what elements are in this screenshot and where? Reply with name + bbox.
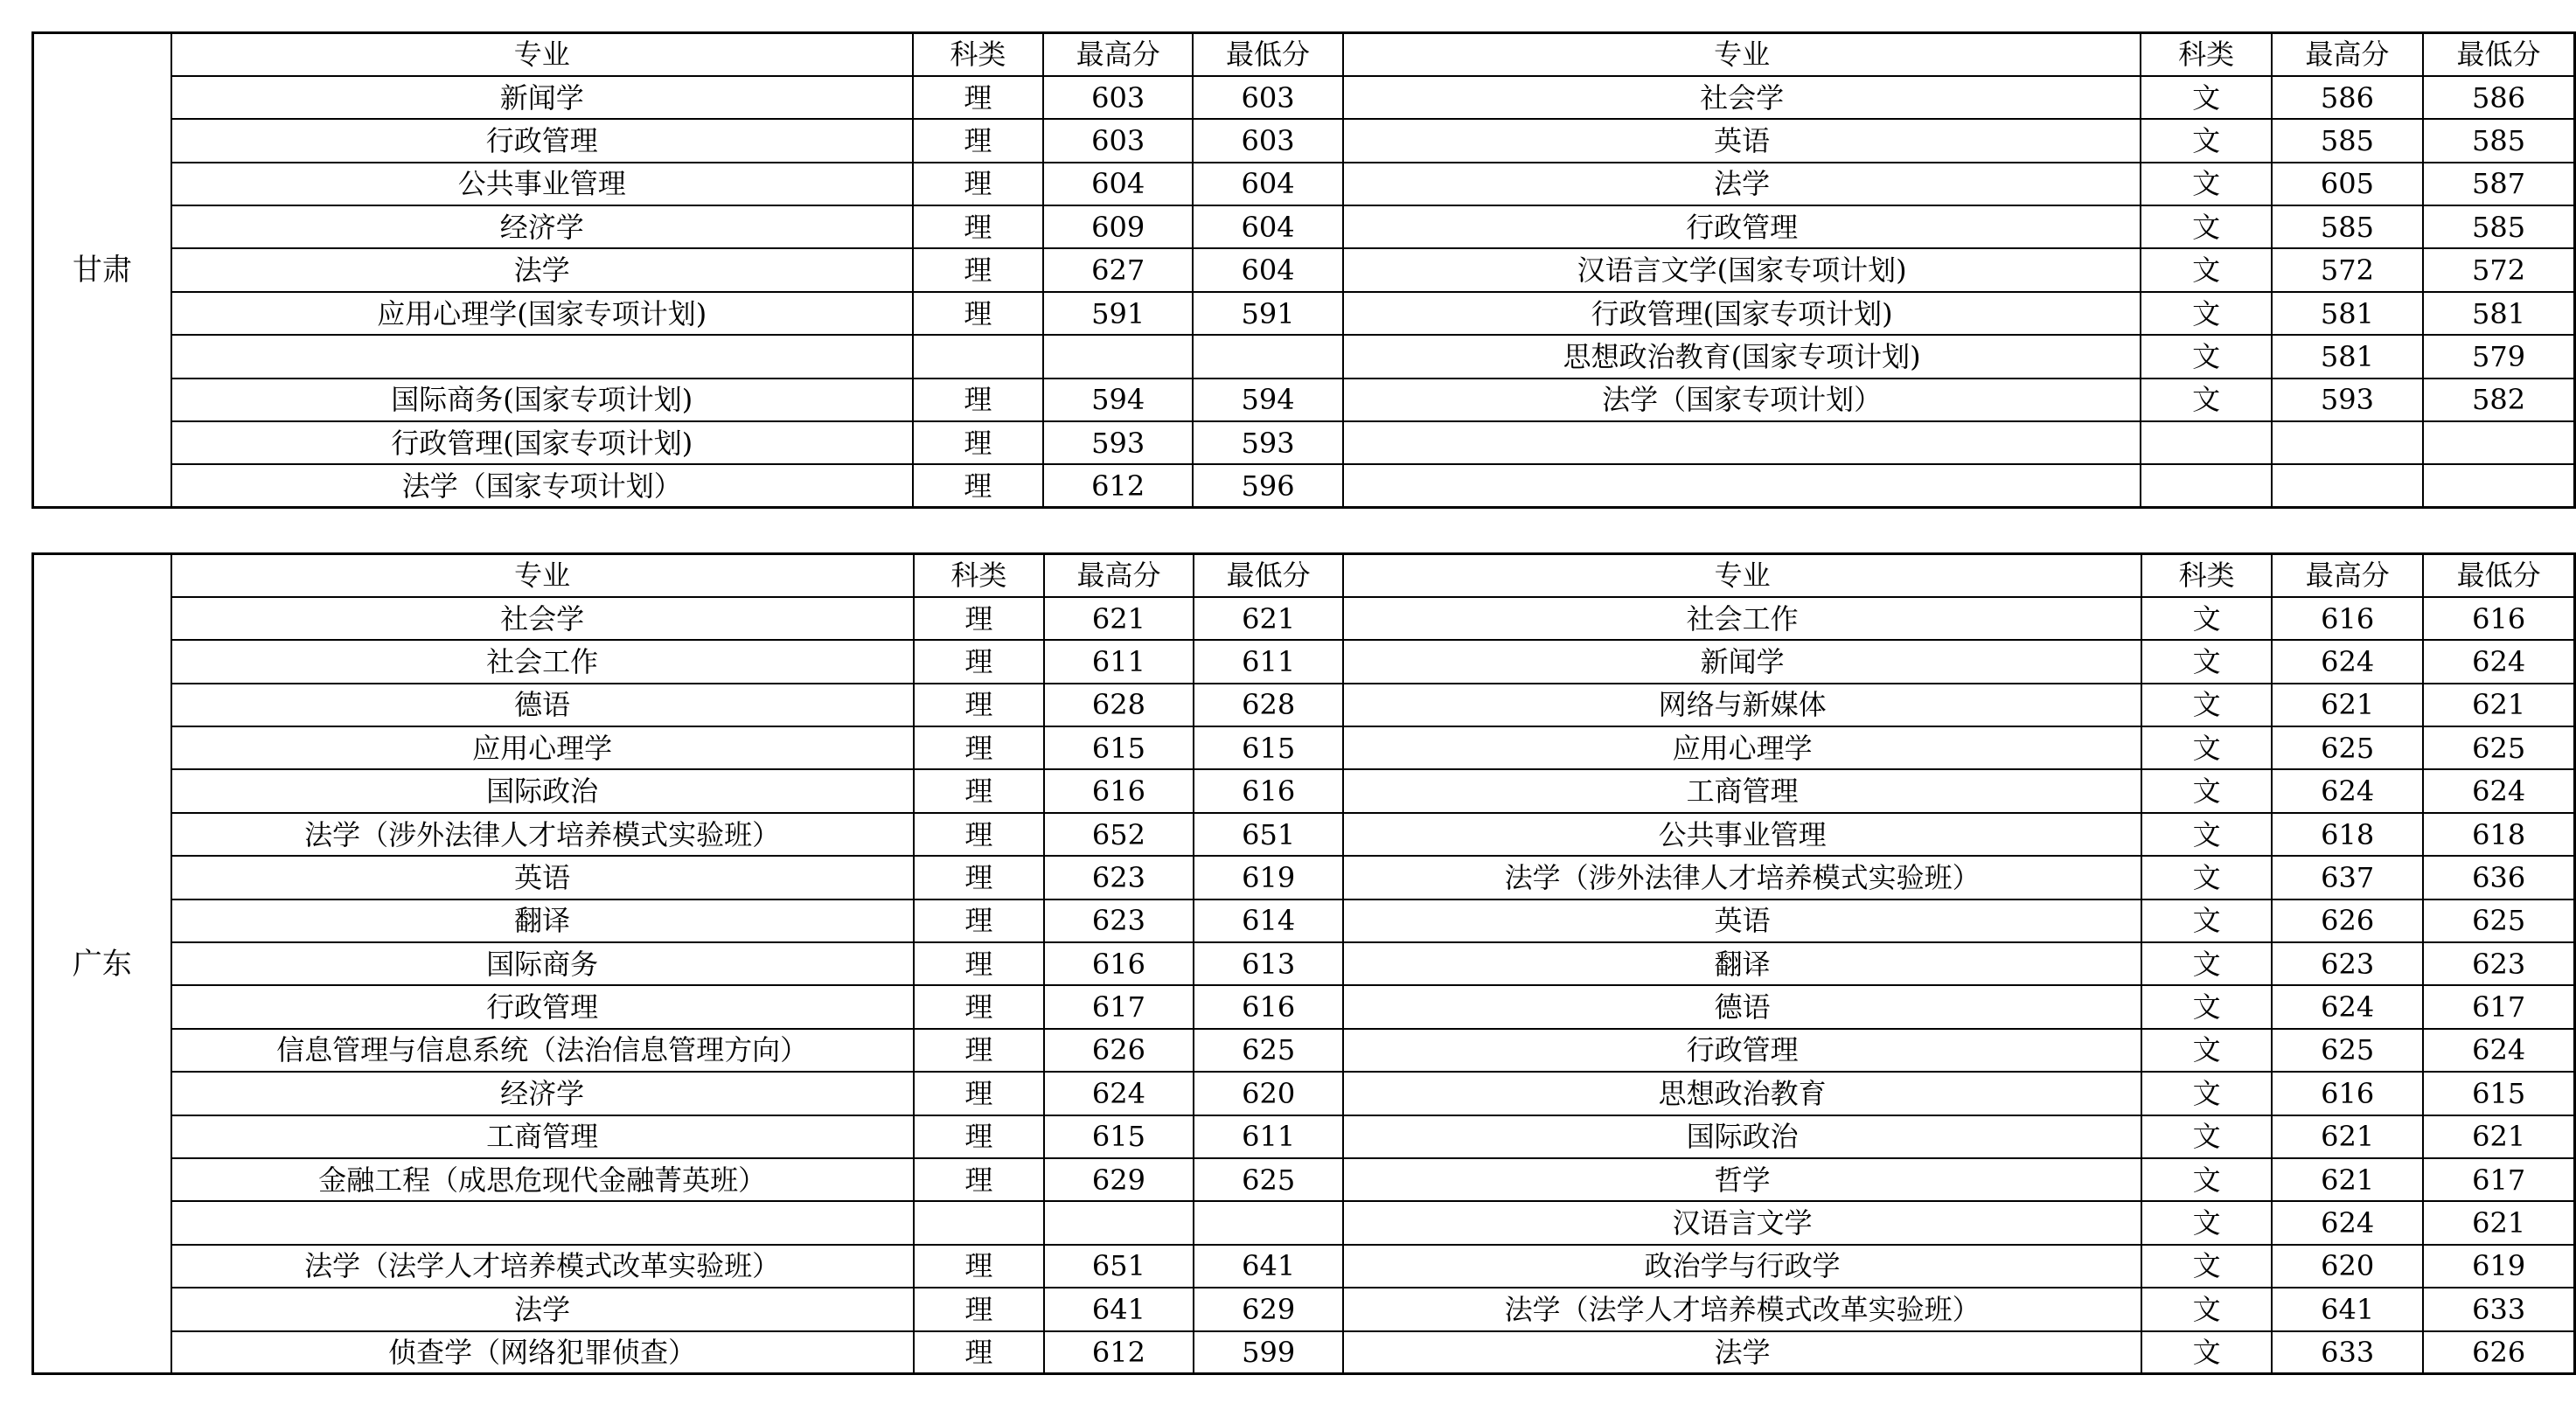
max-score-cell <box>2272 464 2423 507</box>
max-score-cell: 593 <box>2272 379 2423 421</box>
max-score-cell: 591 <box>1043 292 1193 335</box>
table-row <box>33 985 2575 1028</box>
major-cell: 信息管理与信息系统（法治信息管理方向） <box>171 1029 914 1072</box>
header-min: 最低分 <box>1194 554 1343 597</box>
gansu-score-table <box>31 31 2576 509</box>
min-score-cell: 615 <box>1194 726 1343 769</box>
header-type: 科类 <box>913 33 1043 76</box>
type-cell: 文 <box>2141 899 2272 942</box>
min-score-cell: 604 <box>1193 205 1342 248</box>
min-score-cell: 585 <box>2423 205 2574 248</box>
header-row <box>33 554 2575 597</box>
min-score-cell: 621 <box>1194 597 1343 640</box>
max-score-cell: 603 <box>1043 76 1193 119</box>
max-score-cell: 611 <box>1044 640 1194 683</box>
table-row <box>33 856 2575 899</box>
table-row <box>33 76 2575 119</box>
min-score-cell: 616 <box>1194 985 1343 1028</box>
max-score-cell: 618 <box>2272 813 2423 856</box>
guangdong-score-table <box>31 552 2576 1375</box>
min-score-cell <box>2423 464 2574 507</box>
table-row <box>33 335 2575 378</box>
type-cell: 理 <box>914 899 1044 942</box>
max-score-cell: 637 <box>2272 856 2423 899</box>
table-row <box>33 899 2575 942</box>
major-cell <box>1343 421 2141 464</box>
max-score-cell: 615 <box>1044 1115 1194 1158</box>
major-cell: 法学（法学人才培养模式改革实验班） <box>1343 1288 2141 1330</box>
type-cell: 文 <box>2141 1072 2272 1115</box>
type-cell: 文 <box>2141 1029 2272 1072</box>
type-cell: 理 <box>914 985 1044 1028</box>
table-row <box>33 813 2575 856</box>
major-cell: 法学（国家专项计划） <box>1343 379 2141 421</box>
type-cell: 理 <box>913 163 1043 205</box>
type-cell <box>2141 421 2271 464</box>
major-cell: 经济学 <box>171 205 913 248</box>
type-cell: 文 <box>2141 1115 2272 1158</box>
max-score-cell: 625 <box>2272 1029 2423 1072</box>
type-cell: 理 <box>913 205 1043 248</box>
type-cell: 文 <box>2141 163 2271 205</box>
type-cell: 文 <box>2141 597 2272 640</box>
type-cell: 理 <box>914 1331 1044 1374</box>
max-score-cell: 617 <box>1044 985 1194 1028</box>
max-score-cell: 624 <box>1044 1072 1194 1115</box>
max-score-cell: 605 <box>2272 163 2423 205</box>
header-major: 专业 <box>1343 554 2141 597</box>
max-score-cell: 624 <box>2272 985 2423 1028</box>
major-cell: 国际商务(国家专项计划) <box>171 379 913 421</box>
max-score-cell: 585 <box>2272 205 2423 248</box>
min-score-cell: 617 <box>2423 985 2574 1028</box>
min-score-cell: 623 <box>2423 942 2574 985</box>
major-cell: 政治学与行政学 <box>1343 1245 2141 1288</box>
min-score-cell: 625 <box>1194 1158 1343 1201</box>
type-cell: 文 <box>2141 1288 2272 1330</box>
max-score-cell: 652 <box>1044 813 1194 856</box>
major-cell: 公共事业管理 <box>1343 813 2141 856</box>
max-score-cell: 620 <box>2272 1245 2423 1288</box>
min-score-cell <box>2423 421 2574 464</box>
max-score-cell: 626 <box>2272 899 2423 942</box>
max-score-cell: 609 <box>1043 205 1193 248</box>
type-cell: 理 <box>914 597 1044 640</box>
table-row <box>33 1245 2575 1288</box>
min-score-cell: 594 <box>1193 379 1342 421</box>
min-score-cell: 619 <box>1194 856 1343 899</box>
max-score-cell: 581 <box>2272 292 2423 335</box>
major-cell: 法学 <box>1343 163 2141 205</box>
type-cell: 理 <box>913 76 1043 119</box>
major-cell: 行政管理 <box>171 119 913 162</box>
min-score-cell: 636 <box>2423 856 2574 899</box>
table-row <box>33 1201 2575 1244</box>
min-score-cell: 616 <box>1194 769 1343 812</box>
header-major: 专业 <box>171 554 914 597</box>
min-score-cell: 628 <box>1194 684 1343 726</box>
table-row <box>33 163 2575 205</box>
max-score-cell: 621 <box>2272 1158 2423 1201</box>
max-score-cell: 641 <box>2272 1288 2423 1330</box>
type-cell: 理 <box>914 813 1044 856</box>
max-score-cell: 572 <box>2272 248 2423 291</box>
min-score-cell: 603 <box>1193 119 1342 162</box>
province-cell: 甘肃 <box>33 33 171 508</box>
header-type: 科类 <box>2141 33 2271 76</box>
table-row <box>33 726 2575 769</box>
header-min: 最低分 <box>2423 33 2574 76</box>
header-max: 最高分 <box>1044 554 1194 597</box>
min-score-cell: 624 <box>2423 769 2574 812</box>
min-score-cell: 572 <box>2423 248 2574 291</box>
header-min: 最低分 <box>2423 554 2574 597</box>
min-score-cell: 624 <box>2423 1029 2574 1072</box>
major-cell: 侦查学（网络犯罪侦查） <box>171 1331 914 1374</box>
type-cell: 理 <box>914 726 1044 769</box>
min-score-cell: 582 <box>2423 379 2574 421</box>
min-score-cell: 618 <box>2423 813 2574 856</box>
max-score-cell: 627 <box>1043 248 1193 291</box>
major-cell: 国际政治 <box>1343 1115 2141 1158</box>
table-row <box>33 597 2575 640</box>
major-cell: 行政管理(国家专项计划) <box>171 421 913 464</box>
max-score-cell: 604 <box>1043 163 1193 205</box>
min-score-cell: 621 <box>2423 1115 2574 1158</box>
type-cell: 理 <box>914 1158 1044 1201</box>
min-score-cell: 593 <box>1193 421 1342 464</box>
max-score-cell: 586 <box>2272 76 2423 119</box>
major-cell: 法学（国家专项计划） <box>171 464 913 507</box>
max-score-cell: 621 <box>2272 684 2423 726</box>
type-cell: 文 <box>2141 335 2271 378</box>
type-cell: 文 <box>2141 76 2271 119</box>
max-score-cell <box>1043 335 1193 378</box>
max-score-cell: 612 <box>1044 1331 1194 1374</box>
province-cell: 广东 <box>33 554 171 1374</box>
max-score-cell: 612 <box>1043 464 1193 507</box>
header-type: 科类 <box>2141 554 2272 597</box>
type-cell: 文 <box>2141 119 2271 162</box>
min-score-cell: 581 <box>2423 292 2574 335</box>
min-score-cell: 603 <box>1193 76 1342 119</box>
major-cell: 工商管理 <box>1343 769 2141 812</box>
type-cell: 理 <box>914 684 1044 726</box>
major-cell: 德语 <box>1343 985 2141 1028</box>
type-cell: 文 <box>2141 769 2272 812</box>
type-cell: 理 <box>914 856 1044 899</box>
type-cell: 理 <box>914 1245 1044 1288</box>
major-cell: 翻译 <box>1343 942 2141 985</box>
type-cell: 文 <box>2141 813 2272 856</box>
min-score-cell: 621 <box>2423 684 2574 726</box>
major-cell: 应用心理学(国家专项计划) <box>171 292 913 335</box>
major-cell: 思想政治教育(国家专项计划) <box>1343 335 2141 378</box>
min-score-cell: 599 <box>1194 1331 1343 1374</box>
type-cell: 理 <box>913 464 1043 507</box>
max-score-cell: 616 <box>2272 1072 2423 1115</box>
major-cell: 经济学 <box>171 1072 914 1115</box>
header-max: 最高分 <box>2272 33 2423 76</box>
min-score-cell: 626 <box>2423 1331 2574 1374</box>
table-row <box>33 640 2575 683</box>
table-row <box>33 1331 2575 1374</box>
max-score-cell: 628 <box>1044 684 1194 726</box>
max-score-cell: 651 <box>1044 1245 1194 1288</box>
table-row <box>33 769 2575 812</box>
major-cell <box>1343 464 2141 507</box>
max-score-cell: 616 <box>1044 942 1194 985</box>
type-cell: 文 <box>2141 248 2271 291</box>
min-score-cell: 616 <box>2423 597 2574 640</box>
type-cell: 理 <box>914 769 1044 812</box>
major-cell: 行政管理 <box>1343 205 2141 248</box>
min-score-cell: 579 <box>2423 335 2574 378</box>
header-max: 最高分 <box>1043 33 1193 76</box>
min-score-cell: 620 <box>1194 1072 1343 1115</box>
min-score-cell: 613 <box>1194 942 1343 985</box>
type-cell: 文 <box>2141 205 2271 248</box>
min-score-cell: 585 <box>2423 119 2574 162</box>
max-score-cell: 624 <box>2272 640 2423 683</box>
max-score-cell: 585 <box>2272 119 2423 162</box>
major-cell: 法学（涉外法律人才培养模式实验班） <box>171 813 914 856</box>
type-cell: 文 <box>2141 1158 2272 1201</box>
max-score-cell: 626 <box>1044 1029 1194 1072</box>
min-score-cell: 617 <box>2423 1158 2574 1201</box>
min-score-cell: 641 <box>1194 1245 1343 1288</box>
max-score-cell: 624 <box>2272 769 2423 812</box>
max-score-cell: 615 <box>1044 726 1194 769</box>
min-score-cell: 614 <box>1194 899 1343 942</box>
header-type: 科类 <box>914 554 1044 597</box>
min-score-cell: 615 <box>2423 1072 2574 1115</box>
max-score-cell: 629 <box>1044 1158 1194 1201</box>
type-cell: 理 <box>914 1288 1044 1330</box>
header-max: 最高分 <box>2272 554 2423 597</box>
table-row <box>33 205 2575 248</box>
max-score-cell: 603 <box>1043 119 1193 162</box>
type-cell: 理 <box>913 248 1043 291</box>
max-score-cell: 593 <box>1043 421 1193 464</box>
major-cell: 英语 <box>1343 899 2141 942</box>
min-score-cell: 604 <box>1193 163 1342 205</box>
type-cell: 理 <box>914 640 1044 683</box>
major-cell: 思想政治教育 <box>1343 1072 2141 1115</box>
major-cell: 社会工作 <box>171 640 914 683</box>
min-score-cell: 629 <box>1194 1288 1343 1330</box>
type-cell: 理 <box>914 1029 1044 1072</box>
max-score-cell: 623 <box>1044 856 1194 899</box>
major-cell: 英语 <box>171 856 914 899</box>
min-score-cell: 604 <box>1193 248 1342 291</box>
major-cell: 社会学 <box>171 597 914 640</box>
major-cell: 汉语言文学(国家专项计划) <box>1343 248 2141 291</box>
major-cell: 金融工程（成思危现代金融菁英班） <box>171 1158 914 1201</box>
header-major: 专业 <box>171 33 913 76</box>
max-score-cell: 624 <box>2272 1201 2423 1244</box>
table-row <box>33 1115 2575 1158</box>
type-cell: 文 <box>2141 640 2272 683</box>
type-cell: 文 <box>2141 1245 2272 1288</box>
major-cell: 英语 <box>1343 119 2141 162</box>
table-row <box>33 248 2575 291</box>
max-score-cell <box>2272 421 2423 464</box>
table-row <box>33 1288 2575 1330</box>
major-cell: 翻译 <box>171 899 914 942</box>
min-score-cell: 611 <box>1194 1115 1343 1158</box>
table-row <box>33 684 2575 726</box>
type-cell: 理 <box>913 119 1043 162</box>
major-cell: 应用心理学 <box>1343 726 2141 769</box>
major-cell <box>171 1201 914 1244</box>
major-cell: 公共事业管理 <box>171 163 913 205</box>
max-score-cell: 625 <box>2272 726 2423 769</box>
type-cell: 理 <box>914 1072 1044 1115</box>
major-cell: 应用心理学 <box>171 726 914 769</box>
min-score-cell: 625 <box>2423 726 2574 769</box>
max-score-cell: 616 <box>2272 597 2423 640</box>
major-cell: 德语 <box>171 684 914 726</box>
header-major: 专业 <box>1343 33 2141 76</box>
major-cell: 网络与新媒体 <box>1343 684 2141 726</box>
type-cell: 理 <box>913 379 1043 421</box>
max-score-cell <box>1044 1201 1194 1244</box>
type-cell: 文 <box>2141 726 2272 769</box>
type-cell: 理 <box>913 292 1043 335</box>
type-cell: 文 <box>2141 1331 2272 1374</box>
table-row <box>33 942 2575 985</box>
max-score-cell: 616 <box>1044 769 1194 812</box>
table-row <box>33 379 2575 421</box>
major-cell: 工商管理 <box>171 1115 914 1158</box>
min-score-cell: 619 <box>2423 1245 2574 1288</box>
min-score-cell: 625 <box>1194 1029 1343 1072</box>
type-cell: 文 <box>2141 856 2272 899</box>
major-cell: 汉语言文学 <box>1343 1201 2141 1244</box>
type-cell: 理 <box>913 421 1043 464</box>
min-score-cell: 586 <box>2423 76 2574 119</box>
min-score-cell: 625 <box>2423 899 2574 942</box>
min-score-cell: 596 <box>1193 464 1342 507</box>
major-cell: 行政管理 <box>1343 1029 2141 1072</box>
major-cell: 国际政治 <box>171 769 914 812</box>
major-cell: 国际商务 <box>171 942 914 985</box>
type-cell: 文 <box>2141 684 2272 726</box>
min-score-cell: 587 <box>2423 163 2574 205</box>
major-cell: 社会工作 <box>1343 597 2141 640</box>
max-score-cell: 623 <box>1044 899 1194 942</box>
table-row <box>33 464 2575 507</box>
min-score-cell: 611 <box>1194 640 1343 683</box>
major-cell: 法学 <box>171 248 913 291</box>
min-score-cell <box>1193 335 1342 378</box>
max-score-cell: 621 <box>2272 1115 2423 1158</box>
max-score-cell: 581 <box>2272 335 2423 378</box>
table-row <box>33 292 2575 335</box>
type-cell: 文 <box>2141 1201 2272 1244</box>
max-score-cell: 623 <box>2272 942 2423 985</box>
header-row <box>33 33 2575 76</box>
major-cell: 社会学 <box>1343 76 2141 119</box>
type-cell: 理 <box>914 942 1044 985</box>
table-row <box>33 421 2575 464</box>
type-cell <box>2141 464 2271 507</box>
min-score-cell: 591 <box>1193 292 1342 335</box>
max-score-cell: 633 <box>2272 1331 2423 1374</box>
major-cell: 哲学 <box>1343 1158 2141 1201</box>
table-row <box>33 1158 2575 1201</box>
type-cell: 理 <box>914 1115 1044 1158</box>
major-cell: 新闻学 <box>1343 640 2141 683</box>
table-row <box>33 1029 2575 1072</box>
type-cell: 文 <box>2141 942 2272 985</box>
header-min: 最低分 <box>1193 33 1342 76</box>
major-cell: 行政管理 <box>171 985 914 1028</box>
major-cell: 法学（法学人才培养模式改革实验班） <box>171 1245 914 1288</box>
max-score-cell: 621 <box>1044 597 1194 640</box>
max-score-cell: 594 <box>1043 379 1193 421</box>
type-cell: 文 <box>2141 379 2271 421</box>
min-score-cell: 624 <box>2423 640 2574 683</box>
major-cell: 法学（涉外法律人才培养模式实验班） <box>1343 856 2141 899</box>
type-cell: 文 <box>2141 292 2271 335</box>
type-cell: 文 <box>2141 985 2272 1028</box>
table-row <box>33 119 2575 162</box>
type-cell <box>914 1201 1044 1244</box>
min-score-cell: 633 <box>2423 1288 2574 1330</box>
type-cell <box>913 335 1043 378</box>
major-cell: 行政管理(国家专项计划) <box>1343 292 2141 335</box>
min-score-cell: 651 <box>1194 813 1343 856</box>
max-score-cell: 641 <box>1044 1288 1194 1330</box>
min-score-cell <box>1194 1201 1343 1244</box>
table-row <box>33 1072 2575 1115</box>
major-cell: 法学 <box>1343 1331 2141 1374</box>
major-cell: 法学 <box>171 1288 914 1330</box>
major-cell: 新闻学 <box>171 76 913 119</box>
min-score-cell: 621 <box>2423 1201 2574 1244</box>
major-cell <box>171 335 913 378</box>
